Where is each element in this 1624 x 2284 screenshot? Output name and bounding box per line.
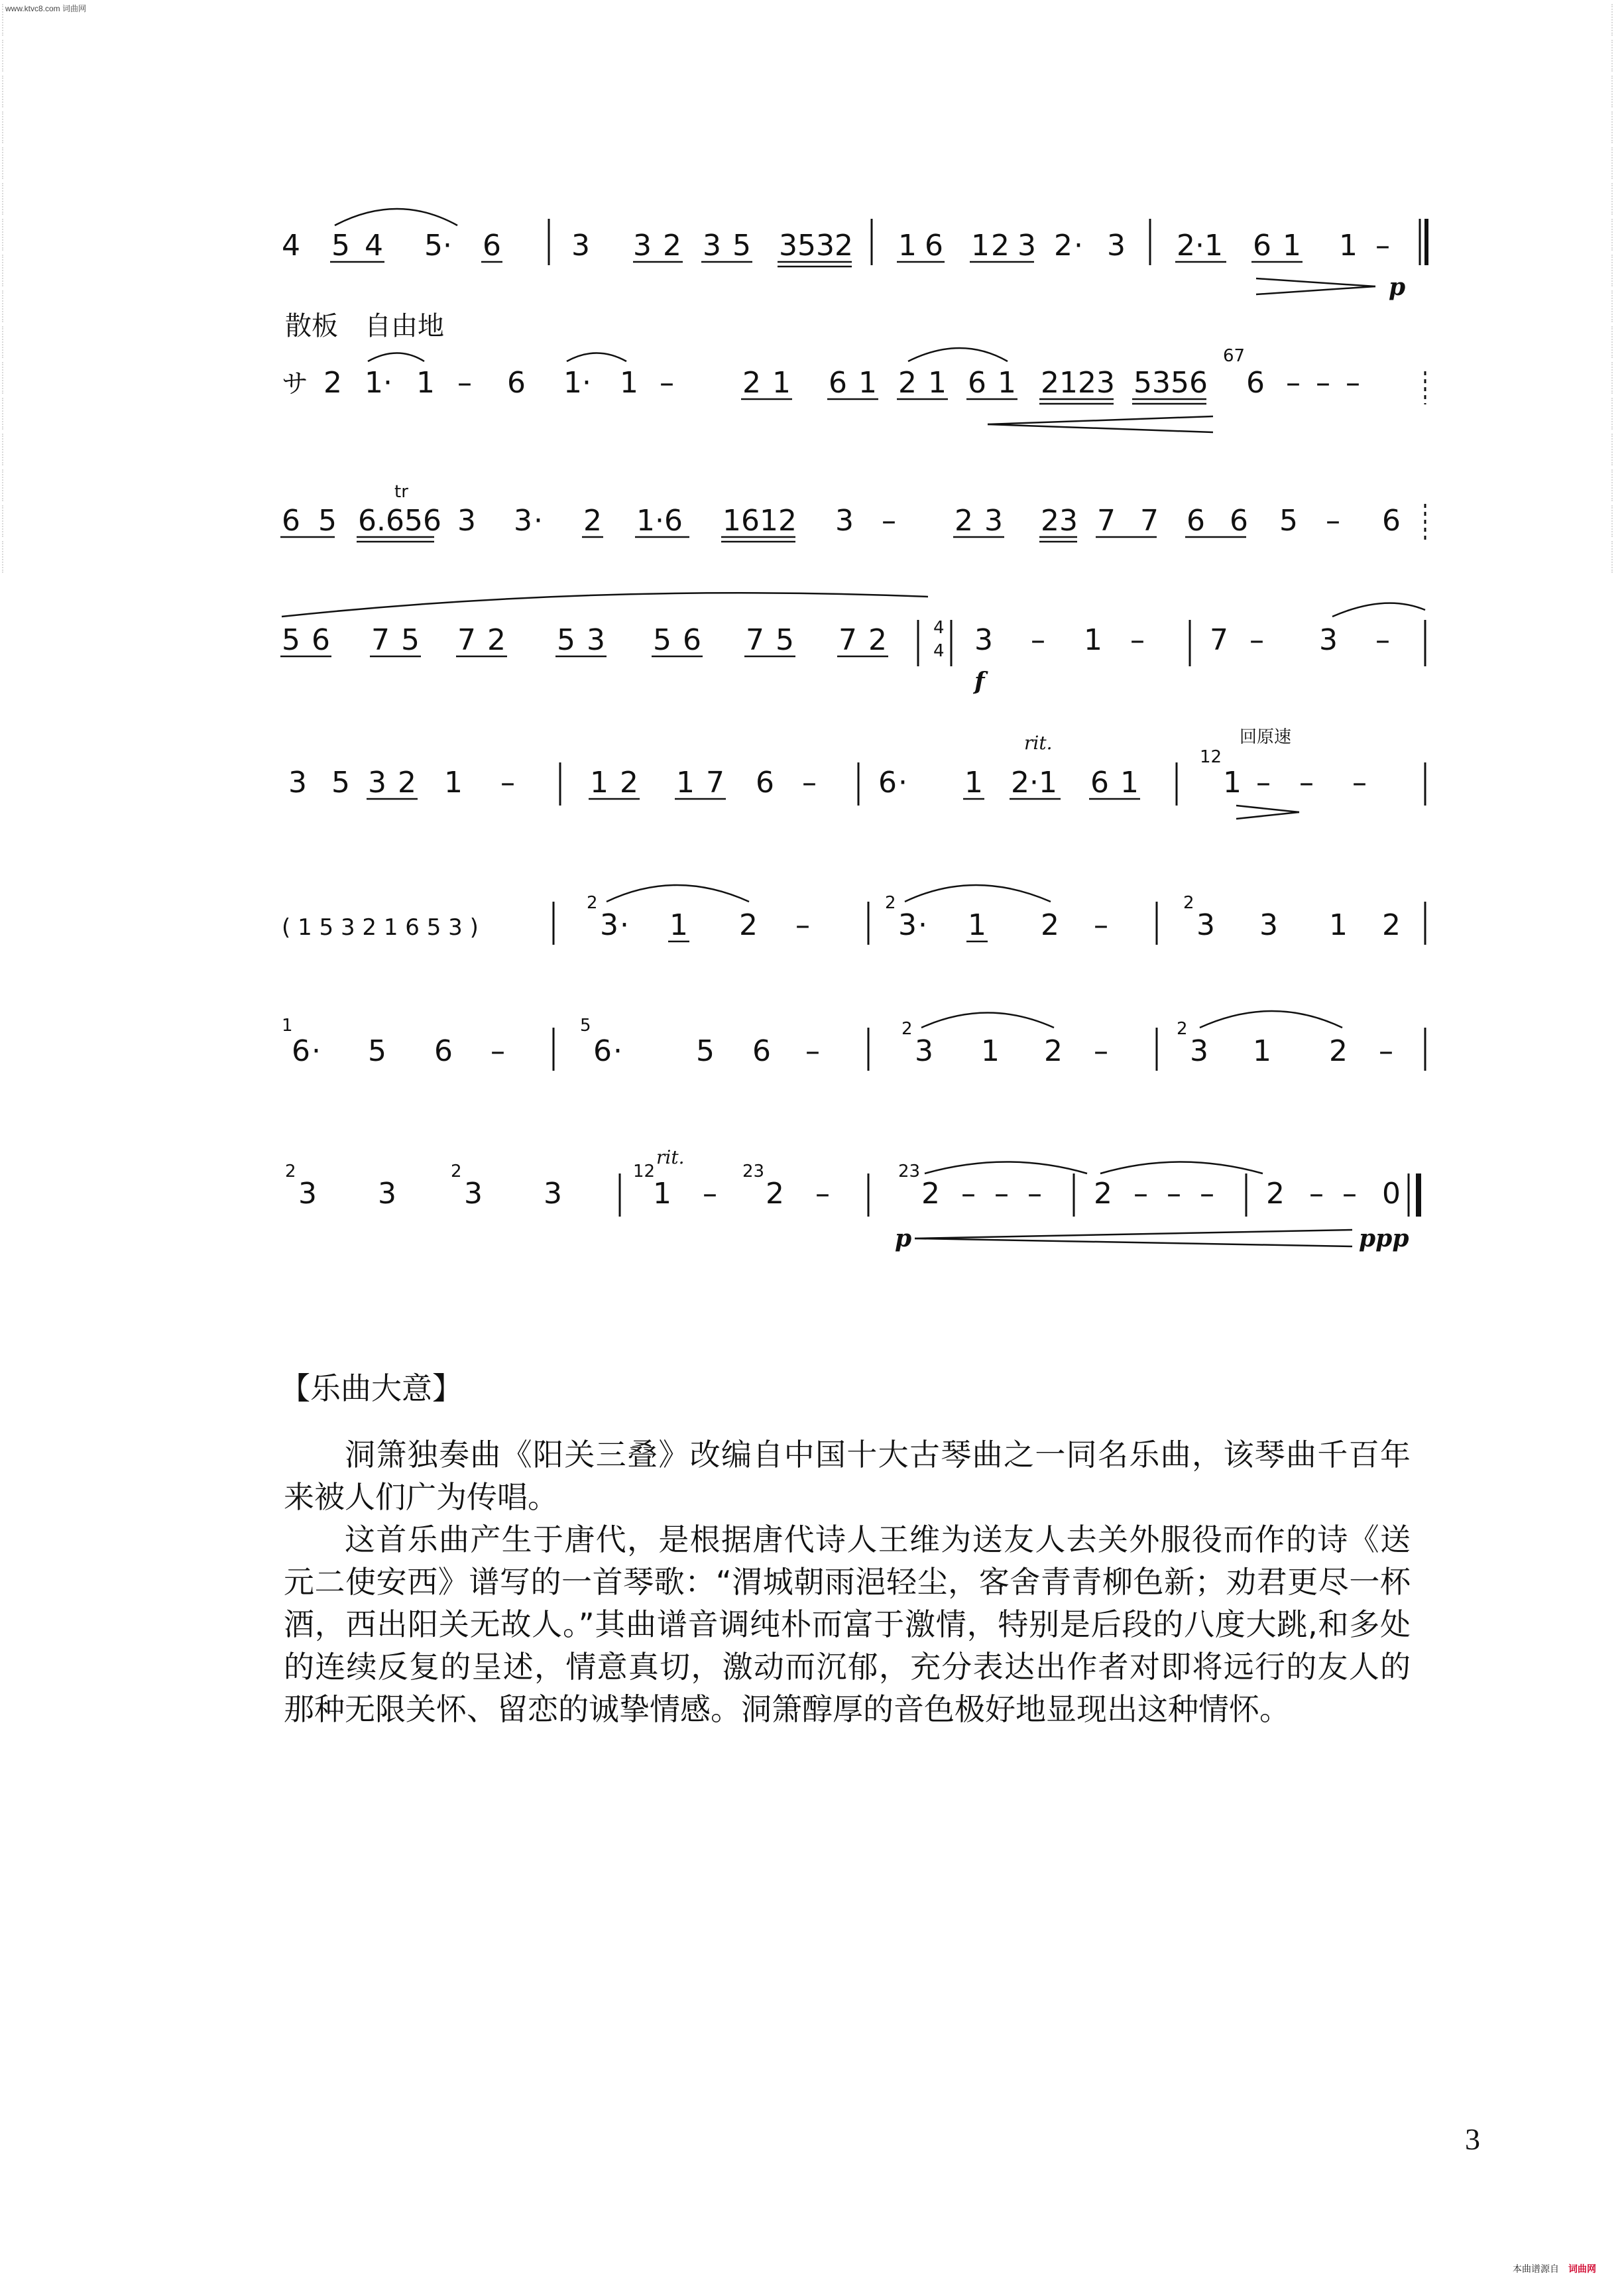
svg-text:2: 2 [663, 229, 681, 263]
svg-text:3: 3 [544, 1177, 562, 1211]
svg-text:2: 2 [587, 893, 598, 913]
ornament-sa: サ [282, 369, 308, 399]
paragraph-1: 洞箫独奏曲《阳关三叠》改编自中国十大古琴曲之一同名乐曲，该琴曲千百年来被人们广为传唱。 [284, 1437, 1411, 1515]
svg-text:2: 2 [921, 1177, 940, 1211]
score-system-6 [282, 885, 1425, 945]
svg-text:–: – [961, 1177, 976, 1211]
svg-text:6: 6 [1230, 504, 1248, 538]
svg-text:2: 2 [868, 623, 887, 657]
svg-text:6: 6 [507, 366, 526, 400]
svg-text:5: 5 [368, 1034, 386, 1068]
svg-text:2: 2 [955, 504, 973, 538]
dynamic-f: f [974, 668, 985, 695]
svg-text:3: 3 [464, 1177, 483, 1211]
svg-text:–: – [1342, 1177, 1357, 1211]
paragraph-2: 这首乐曲产生于唐代，是根据唐代诗人王维为送友人去关外服役而作的诗《送元二使安西》谱写的一首琴歌：“渭城朝雨浥轻尘，客舍青青柳色新；劝君更尽一杯酒，西出阳关无故人。”其曲谱音调纯朴而富于激情，特别是后段的八度大跳,和多处的连续反复的呈述，情意真切，激动而沉郁，充分表达出作者对即将远行的友人的那种无限关怀、留恋的诚挚情感。洞箫醇厚的音色极好地显现出这种情怀。 [284, 1522, 1411, 1727]
svg-text:3: 3 [703, 229, 721, 263]
svg-text:6: 6 [756, 766, 774, 800]
svg-text:·: · [312, 1034, 321, 1068]
svg-text:2: 2 [1183, 893, 1194, 913]
svg-text:·: · [620, 908, 629, 942]
svg-text:–: – [1352, 766, 1367, 800]
svg-text:3: 3 [1319, 623, 1338, 657]
svg-text:3: 3 [514, 504, 532, 538]
svg-text:6: 6 [1246, 366, 1265, 400]
svg-text:23: 23 [1041, 504, 1078, 538]
svg-text:·: · [534, 504, 543, 538]
svg-text:7: 7 [1140, 504, 1159, 538]
svg-text:1: 1 [365, 366, 383, 400]
svg-text:–: – [1200, 1177, 1214, 1211]
svg-text:5: 5 [424, 229, 443, 263]
svg-text:–: – [660, 366, 674, 400]
svg-text:2: 2 [898, 366, 917, 400]
svg-text:3: 3 [587, 623, 605, 657]
svg-text:2: 2 [1044, 1034, 1063, 1068]
svg-text:3: 3 [1190, 1034, 1208, 1068]
site-logo: 词曲网 [1568, 2263, 1596, 2274]
svg-text:3: 3 [835, 504, 854, 538]
svg-text:6.656: 6.656 [358, 504, 441, 538]
svg-text:2: 2 [1329, 1034, 1348, 1068]
svg-text:5: 5 [776, 623, 794, 657]
svg-text:3: 3 [1107, 229, 1126, 263]
svg-text:–: – [994, 1177, 1009, 1211]
svg-text:2: 2 [739, 908, 758, 942]
svg-text:2: 2 [1177, 1019, 1188, 1039]
svg-text:1: 1 [1223, 766, 1242, 800]
svg-text:2: 2 [1054, 229, 1073, 263]
svg-text:2: 2 [1266, 1177, 1285, 1211]
svg-text:·: · [898, 766, 907, 800]
svg-text:3: 3 [600, 908, 618, 942]
svg-text:7: 7 [746, 623, 764, 657]
score-system-8 [285, 1146, 1419, 1252]
svg-text:–: – [1326, 504, 1340, 538]
svg-text:5: 5 [331, 229, 350, 263]
footer-source [1513, 2262, 1596, 2275]
svg-text:5: 5 [557, 623, 575, 657]
svg-text:2: 2 [1382, 908, 1401, 942]
svg-text:–: – [1094, 908, 1108, 942]
svg-text:3: 3 [633, 229, 652, 263]
svg-text:6: 6 [282, 504, 300, 538]
svg-text:–: – [1249, 623, 1264, 657]
svg-text:6: 6 [683, 623, 701, 657]
svg-text:12: 12 [633, 1162, 656, 1181]
svg-text:1: 1 [1120, 766, 1139, 800]
svg-text:2: 2 [1094, 1177, 1112, 1211]
svg-text:1: 1 [563, 366, 582, 400]
svg-text:6: 6 [878, 766, 897, 800]
svg-text:·: · [582, 366, 591, 400]
svg-text:6: 6 [925, 229, 943, 263]
svg-text:–: – [1375, 623, 1390, 657]
svg-text:7: 7 [457, 623, 476, 657]
svg-text:6: 6 [312, 623, 330, 657]
svg-text:–: – [1286, 366, 1301, 400]
footer-caption: 本曲谱源自 [1513, 2263, 1559, 2274]
svg-text:6: 6 [1187, 504, 1205, 538]
svg-text:6: 6 [1253, 229, 1271, 263]
svg-text:5: 5 [331, 766, 350, 800]
svg-text:3: 3 [571, 229, 590, 263]
svg-text:6: 6 [829, 366, 847, 400]
svg-text:7: 7 [706, 766, 725, 800]
svg-text:2: 2 [885, 893, 896, 913]
svg-text:–: – [1375, 229, 1390, 263]
svg-text:1·6: 1·6 [636, 504, 683, 538]
svg-text:6: 6 [752, 1034, 771, 1068]
score-system-2 [282, 311, 1425, 432]
svg-text:1: 1 [998, 366, 1016, 400]
svg-text:2: 2 [742, 366, 761, 400]
svg-text:1: 1 [282, 1016, 293, 1036]
svg-text:–: – [1309, 1177, 1324, 1211]
svg-text:–: – [795, 908, 810, 942]
svg-text:1: 1 [964, 766, 983, 800]
svg-text:1: 1 [928, 366, 947, 400]
svg-text:4: 4 [933, 618, 945, 638]
svg-text:–: – [1094, 1034, 1108, 1068]
score-system-3 [280, 482, 1425, 542]
svg-text:–: – [1346, 366, 1360, 400]
score-system-5 [288, 727, 1425, 819]
svg-text:1: 1 [898, 229, 917, 263]
svg-text:3: 3 [1017, 229, 1036, 263]
score-system-1 [282, 209, 1426, 301]
svg-text:1612: 1612 [723, 504, 797, 538]
svg-text:1: 1 [971, 229, 990, 263]
svg-text:3: 3 [368, 766, 386, 800]
svg-text:–: – [1027, 1177, 1042, 1211]
svg-text:6: 6 [292, 1034, 310, 1068]
svg-text:2: 2 [285, 1162, 296, 1181]
svg-text:1: 1 [1329, 908, 1348, 942]
svg-text:7: 7 [371, 623, 390, 657]
svg-text:3: 3 [915, 1034, 933, 1068]
svg-text:3: 3 [298, 1177, 317, 1211]
svg-text:3: 3 [898, 908, 917, 942]
svg-text:3: 3 [984, 504, 1003, 538]
svg-text:1: 1 [1084, 623, 1102, 657]
svg-text:–: – [500, 766, 515, 800]
svg-text:3532: 3532 [779, 229, 853, 263]
svg-text:2: 2 [583, 504, 602, 538]
svg-text:2: 2 [398, 766, 416, 800]
svg-text:6: 6 [434, 1034, 453, 1068]
svg-text:1: 1 [858, 366, 877, 400]
svg-text:·: · [443, 229, 452, 263]
svg-text:4: 4 [282, 229, 300, 263]
svg-text:1: 1 [416, 366, 435, 400]
svg-text:2: 2 [323, 366, 342, 400]
svg-text:2·1: 2·1 [1177, 229, 1223, 263]
svg-text:4: 4 [933, 641, 945, 661]
svg-text:2: 2 [620, 766, 638, 800]
rit-mark-2: rit. [656, 1146, 685, 1168]
svg-text:3: 3 [1259, 908, 1278, 942]
svg-text:6: 6 [1090, 766, 1109, 800]
dynamic-p: p [1389, 273, 1406, 301]
svg-text:5: 5 [653, 623, 671, 657]
svg-text:1: 1 [968, 908, 986, 942]
svg-text:–: – [1299, 766, 1314, 800]
score-system-4 [280, 593, 1425, 695]
svg-text:–: – [805, 1034, 820, 1068]
svg-text:2123: 2123 [1041, 366, 1115, 400]
svg-text:1: 1 [1253, 1034, 1271, 1068]
svg-text:–: – [1133, 1177, 1148, 1211]
svg-text:5: 5 [282, 623, 300, 657]
svg-text:( 1 5 3 2 1 6 5 3 ): ( 1 5 3 2 1 6 5 3 ) [282, 914, 479, 941]
svg-text:12: 12 [1200, 747, 1222, 767]
tempo-free: 散板 自由地 [285, 311, 444, 341]
svg-text:1: 1 [620, 366, 638, 400]
svg-text:3: 3 [974, 623, 993, 657]
svg-text:6: 6 [483, 229, 501, 263]
svg-text:4: 4 [365, 229, 383, 263]
svg-text:2: 2 [991, 229, 1010, 263]
svg-text:·: · [613, 1034, 622, 1068]
svg-text:2·1: 2·1 [1011, 766, 1057, 800]
svg-text:5: 5 [401, 623, 420, 657]
svg-text:–: – [1316, 366, 1330, 400]
score-system-7 [282, 1011, 1425, 1071]
svg-text:1: 1 [772, 366, 791, 400]
svg-text:5: 5 [696, 1034, 715, 1068]
svg-text:0: 0 [1382, 1177, 1401, 1211]
svg-text:2: 2 [766, 1177, 784, 1211]
svg-text:5: 5 [1279, 504, 1298, 538]
svg-text:1: 1 [676, 766, 695, 800]
svg-text:6: 6 [968, 366, 986, 400]
rit-mark-1: rit. [1024, 732, 1053, 754]
svg-text:5: 5 [318, 504, 337, 538]
dynamic-p-2: p [895, 1225, 912, 1252]
ornament-tr: tr [394, 482, 408, 502]
tempo-a-tempo: 回原速 [1240, 727, 1292, 747]
svg-text:1: 1 [1339, 229, 1358, 263]
site-url: www.ktvc8.com 词曲网 [5, 4, 87, 13]
svg-text:·: · [383, 366, 392, 400]
svg-text:1: 1 [444, 766, 463, 800]
svg-text:–: – [802, 766, 817, 800]
svg-text:23: 23 [742, 1162, 765, 1181]
svg-text:2: 2 [1041, 908, 1059, 942]
svg-text:–: – [491, 1034, 505, 1068]
svg-text:–: – [457, 366, 472, 400]
svg-text:1: 1 [1283, 229, 1301, 263]
svg-text:2: 2 [901, 1019, 913, 1039]
svg-text:3: 3 [378, 1177, 396, 1211]
dynamic-ppp: ppp [1359, 1225, 1409, 1252]
svg-text:3: 3 [457, 504, 476, 538]
svg-text:5: 5 [732, 229, 751, 263]
svg-text:–: – [1379, 1034, 1393, 1068]
svg-text:5356: 5356 [1133, 366, 1208, 400]
svg-text:1: 1 [669, 908, 688, 942]
svg-text:7: 7 [1210, 623, 1228, 657]
svg-text:1: 1 [590, 766, 609, 800]
svg-text:67: 67 [1223, 346, 1246, 366]
svg-text:6: 6 [1382, 504, 1401, 538]
svg-text:6: 6 [593, 1034, 612, 1068]
svg-text:1: 1 [653, 1177, 671, 1211]
svg-text:23: 23 [898, 1162, 921, 1181]
svg-text:–: – [703, 1177, 717, 1211]
svg-text:–: – [815, 1177, 830, 1211]
svg-text:–: – [1031, 623, 1045, 657]
svg-text:2: 2 [487, 623, 506, 657]
svg-text:·: · [918, 908, 927, 942]
svg-text:·: · [1074, 229, 1083, 263]
svg-text:7: 7 [1097, 504, 1116, 538]
svg-text:–: – [1256, 766, 1271, 800]
svg-text:–: – [882, 504, 896, 538]
svg-text:3: 3 [1196, 908, 1215, 942]
section-title: 【乐曲大意】 [280, 1370, 463, 1406]
page-number: 3 [1465, 2122, 1480, 2156]
svg-text:–: – [1130, 623, 1145, 657]
svg-text:7: 7 [839, 623, 857, 657]
svg-text:1: 1 [981, 1034, 1000, 1068]
svg-text:–: – [1167, 1177, 1181, 1211]
svg-text:5: 5 [580, 1016, 591, 1036]
svg-text:2: 2 [451, 1162, 462, 1181]
svg-text:3: 3 [288, 766, 307, 800]
